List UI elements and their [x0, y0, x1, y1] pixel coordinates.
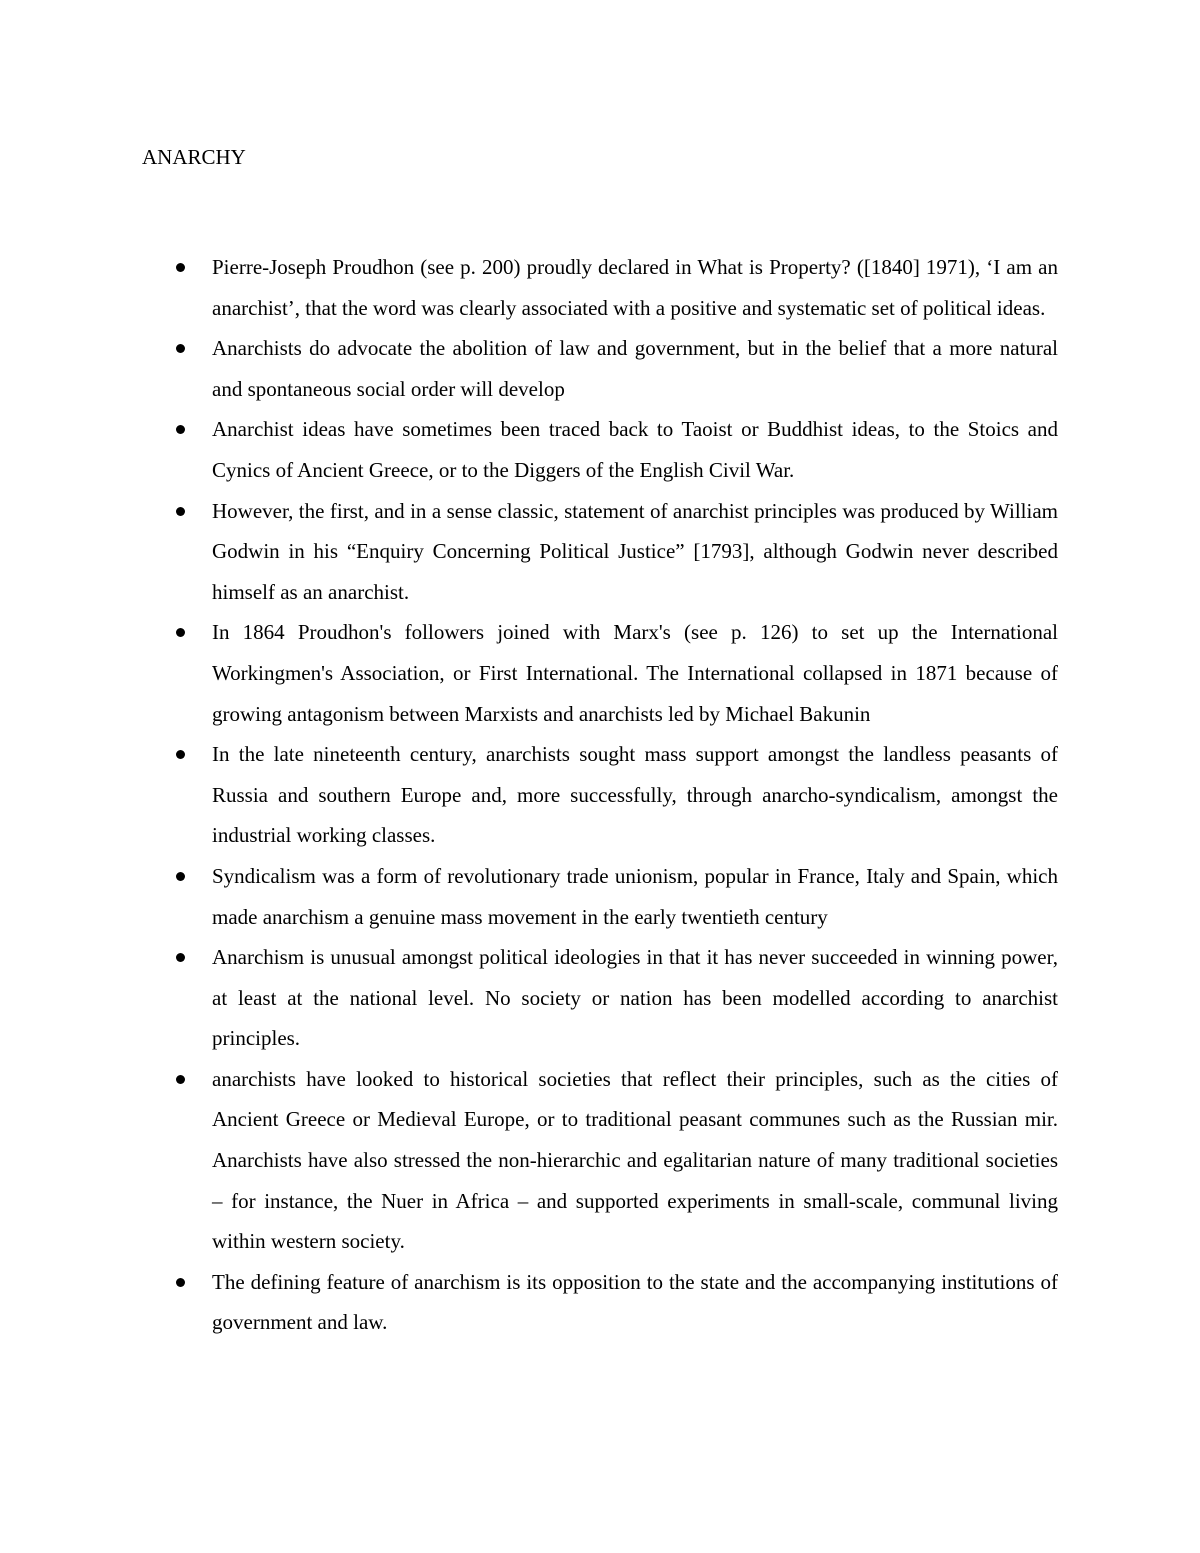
bullet-icon	[176, 425, 185, 434]
list-item-text: In 1864 Proudhon's followers joined with Marx's (see p. 126) to set up the International Workingmen's Association, or First International. The International collapsed in 1871 because of growing antagonism between Marxists and anarchists led by Michael Bakunin	[212, 620, 1058, 726]
list-item	[142, 1059, 1058, 1262]
list-item-text: Syndicalism was a form of revolutionary trade unionism, popular in France, Italy and Spain, which made anarchism a genuine mass movement in the early twentieth century	[212, 863, 1058, 929]
bullet-icon	[176, 263, 185, 272]
bullet-icon	[176, 507, 185, 516]
list-item	[142, 328, 1058, 409]
list-item	[142, 612, 1058, 734]
bullet-icon	[176, 953, 185, 962]
bullet-icon	[176, 872, 185, 881]
bullet-icon	[176, 1278, 185, 1287]
list-item-text: anarchists have looked to historical societies that reflect their principles, such as the cities of Ancient Greece or Medieval Europe, or to traditional peasant communes such as the Russian mir. Anarchists have also stressed the non-hierarchic and egalitarian nature of many traditional societies – for instance, the Nuer in Africa – and supported experiments in small-scale, communal living within western society.	[212, 1066, 1058, 1254]
list-item-text: The defining feature of anarchism is its opposition to the state and the accompanying institutions of government and law.	[212, 1269, 1058, 1335]
list-item	[142, 491, 1058, 613]
list-item	[142, 1262, 1058, 1343]
list-item-text: Anarchists do advocate the abolition of law and government, but in the belief that a more natural and spontaneous social order will develop	[212, 336, 1058, 401]
list-item-text: Anarchism is unusual amongst political ideologies in that it has never succeeded in winning power, at least at the national level. No society or nation has been modelled according to anarchist principles.	[212, 945, 1058, 1051]
list-item-text: In the late nineteenth century, anarchists sought mass support amongst the landless peasants of Russia and southern Europe and, more successfully, through anarcho-syndicalism, amongst the industrial working classes.	[212, 742, 1058, 848]
bullet-icon	[176, 750, 185, 759]
list-item	[142, 247, 1058, 328]
list-item-text: Anarchist ideas have sometimes been traced back to Taoist or Buddhist ideas, to the Stoics and Cynics of Ancient Greece, or to the Diggers of the English Civil War.	[212, 417, 1058, 482]
list-item-text: However, the first, and in a sense classic, statement of anarchist principles was produced by William Godwin in his “Enquiry Concerning Political Justice” [1793], although Godwin never described himself as an anarchist.	[212, 498, 1058, 604]
list-item	[142, 937, 1058, 1059]
list-item	[142, 856, 1058, 937]
list-item	[142, 734, 1058, 856]
list-item-text: Pierre-Joseph Proudhon (see p. 200) proudly declared in What is Property? ([1840] 1971), ‘I am an anarchist’, that the word was clearly associated with a positive and systematic set of political ideas.	[212, 255, 1058, 320]
list-item	[142, 409, 1058, 490]
document-title: ANARCHY	[142, 145, 246, 169]
bullet-icon	[176, 628, 185, 637]
bullet-icon	[176, 1075, 185, 1084]
bullet-icon	[176, 344, 185, 353]
bullet-list	[142, 247, 1058, 1343]
